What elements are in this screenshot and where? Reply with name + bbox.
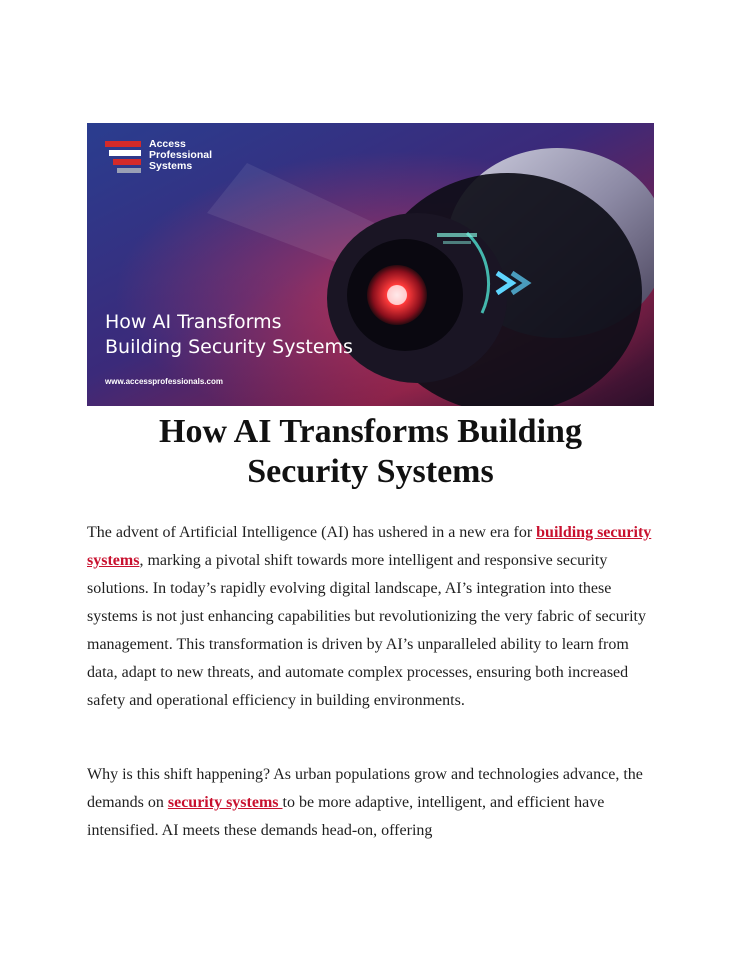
brand-logo bbox=[105, 139, 212, 172]
hero-banner-image bbox=[87, 123, 654, 406]
security-systems-link[interactable]: security systems bbox=[167, 794, 283, 811]
second-paragraph: Why is this shift happening? As urban populations grow and technologies advance, the demands on security systems to be more adaptive, intelligent, and efficient have intensified. AI meets these demands head-on, offering bbox=[87, 766, 643, 839]
building-security-systems-link[interactable]: building security systems bbox=[87, 524, 652, 569]
hero-url: www.accessprofessionals.com bbox=[105, 377, 223, 386]
brand-name: Access Professional Systems bbox=[149, 138, 213, 172]
intro-paragraph: The advent of Artificial Intelligence (AI) has ushered in a new era for building security systems, marking a pivotal shift towards more intelligent and responsive security solutions. In today’s rapidly evolving digital landscape, AI’s integration into these systems is not just enhancing capabilities but revolutionizing the very fabric of security management. This transformation is driven by AI’s unparalleled ability to learn from data, adapt to new threats, and automate complex processes, ensuring both increased safety and operational efficiency in building environments. bbox=[87, 524, 652, 709]
article-title: How AI Transforms Building Security Systems bbox=[159, 413, 582, 490]
hero-headline: How AI Transforms Building Security Systems bbox=[105, 311, 353, 358]
